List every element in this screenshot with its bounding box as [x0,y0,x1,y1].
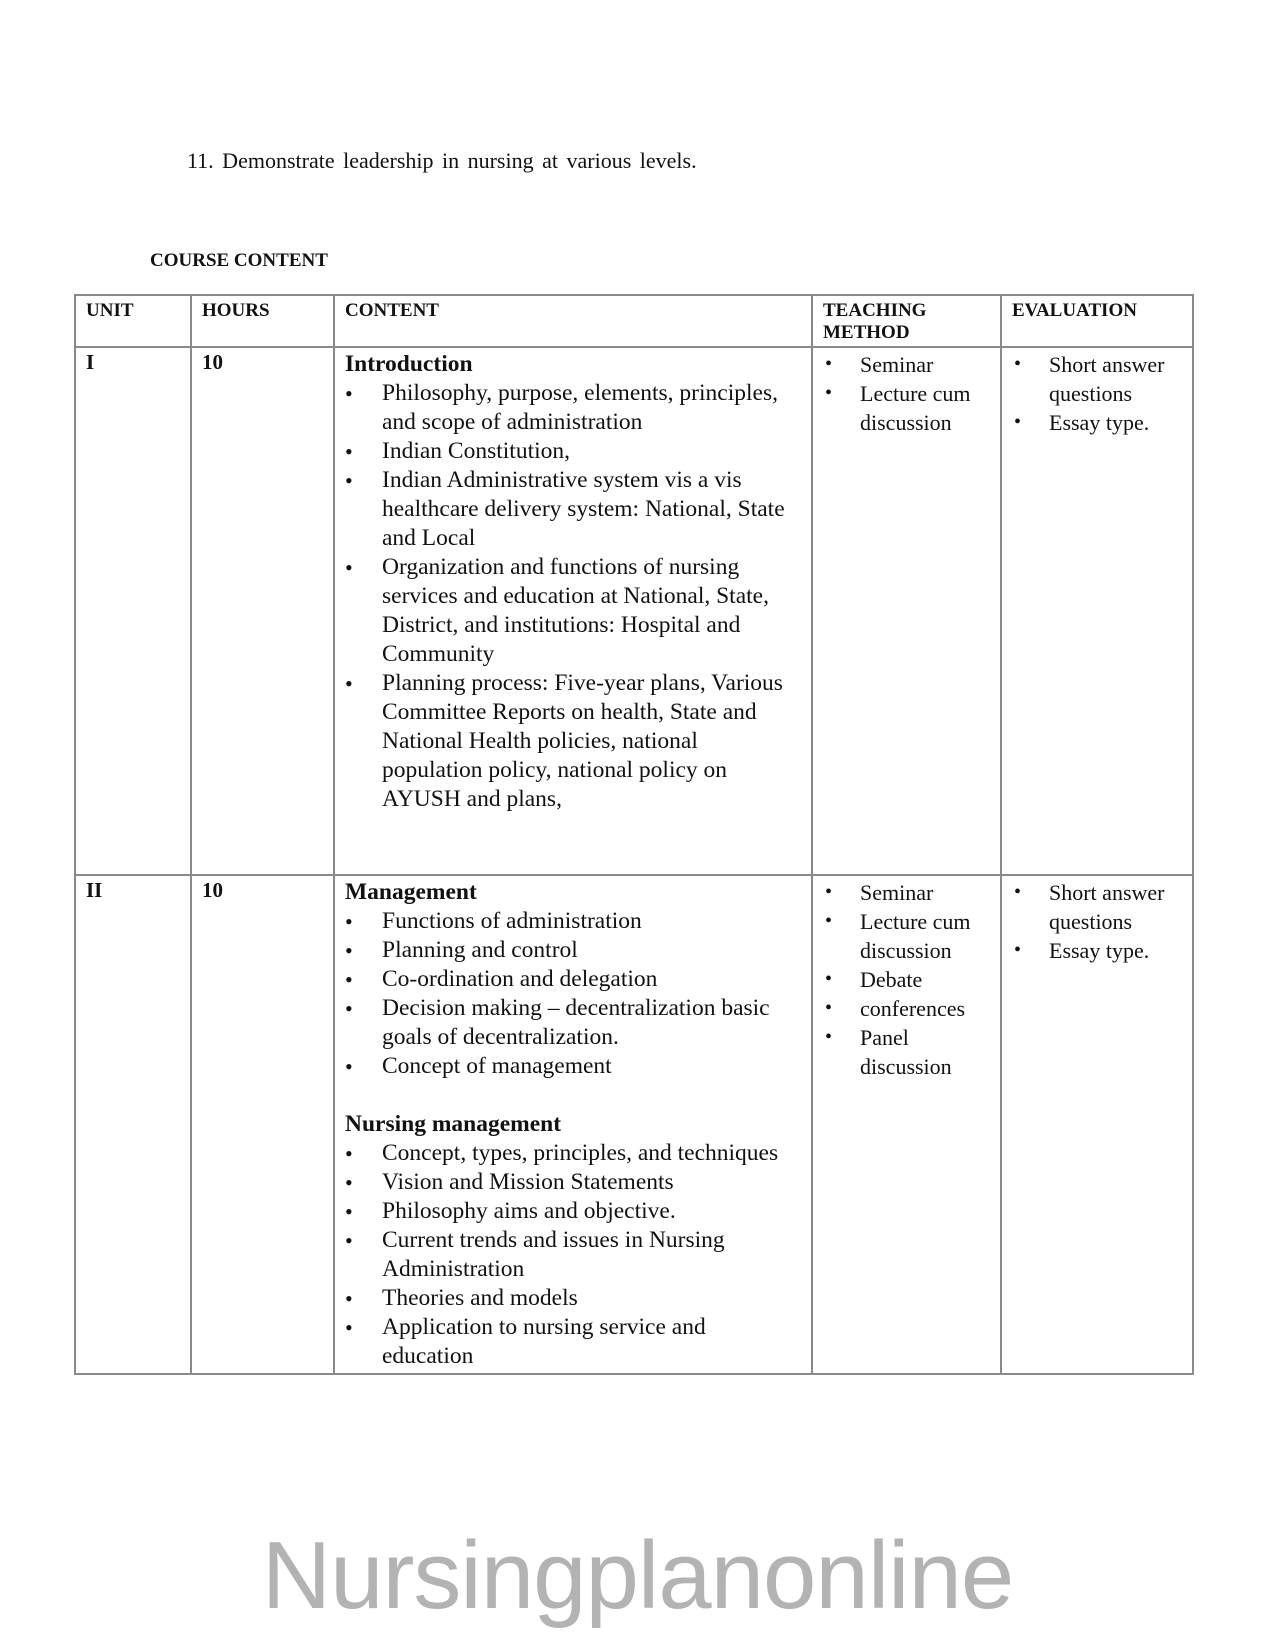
header-teaching-method: TEACHING METHOD [812,295,1001,347]
content-heading-2: Nursing management [345,1111,562,1137]
list-item: • Panel discussion [823,1023,990,1081]
content-heading: Management [345,879,477,905]
hours-cell: 10 [191,347,334,875]
list-item: • Planning and control [345,936,801,965]
content-cell [334,347,812,875]
table-row [75,875,1193,1374]
list-item: • Current trends and issues in Nursing Administration [345,1226,801,1284]
list-item: • Debate [823,965,990,994]
content-list [345,907,801,1081]
section-title: COURSE CONTENT [150,250,328,271]
watermark-logo: Nursingplanonline [261,1522,1014,1629]
table-row [75,347,1193,875]
list-item: • Concept of management [345,1052,801,1081]
evaluation-list [1012,350,1182,437]
header-evaluation: EVALUATION [1001,295,1193,347]
evaluation-list [1012,878,1182,965]
content-list [345,379,801,814]
list-item: • Theories and models [345,1284,801,1313]
teaching-method-list [823,878,990,1081]
teaching-method-cell [812,875,1001,1374]
list-item: • Organization and functions of nursing services and education at National, State, District, and institutions: Hospital and Community [345,553,801,669]
list-item: • Essay type. [1012,408,1182,437]
unit-cell: I [75,347,191,875]
list-item: • Co-ordination and delegation [345,965,801,994]
spacer [345,1081,801,1110]
unit-cell: II [75,875,191,1374]
list-item: • Planning process: Five-year plans, Various Committee Reports on health, State and National Health policies, national population policy, national policy on AYUSH and plans, [345,669,801,814]
list-item: • Decision making – decentralization basic goals of decentralization. [345,994,801,1052]
list-item: • Philosophy, purpose, elements, principles, and scope of administration [345,379,801,437]
list-item: • Philosophy aims and objective. [345,1197,801,1226]
header-content: CONTENT [334,295,812,347]
list-item: • Seminar [823,350,990,379]
list-item: • Seminar [823,878,990,907]
list-item: • Essay type. [1012,936,1182,965]
list-item: • Lecture cum discussion [823,379,990,437]
content-heading: Introduction [345,351,473,377]
list-item: • Short answer questions [1012,878,1182,936]
list-item: • Vision and Mission Statements [345,1168,801,1197]
list-item: • Application to nursing service and education [345,1313,801,1371]
teaching-method-cell [812,347,1001,875]
list-item: • Short answer questions [1012,350,1182,408]
teaching-method-list [823,350,990,437]
table-header-row [75,295,1193,347]
hours-cell: 10 [191,875,334,1374]
course-content-table [74,294,1194,1375]
list-item: • Indian Constitution, [345,437,801,466]
content-list-2 [345,1139,801,1371]
header-unit: UNIT [75,295,191,347]
evaluation-cell [1001,347,1193,875]
list-item: • conferences [823,994,990,1023]
evaluation-cell [1001,875,1193,1374]
objective-text: 11. Demonstrate leadership in nursing at various levels. [187,148,697,173]
list-item: • Indian Administrative system vis a vis healthcare delivery system: National, State and Local [345,466,801,553]
list-item: • Functions of administration [345,907,801,936]
header-hours: HOURS [191,295,334,347]
content-cell [334,875,812,1374]
list-item: • Lecture cum discussion [823,907,990,965]
list-item: • Concept, types, principles, and techniques [345,1139,801,1168]
